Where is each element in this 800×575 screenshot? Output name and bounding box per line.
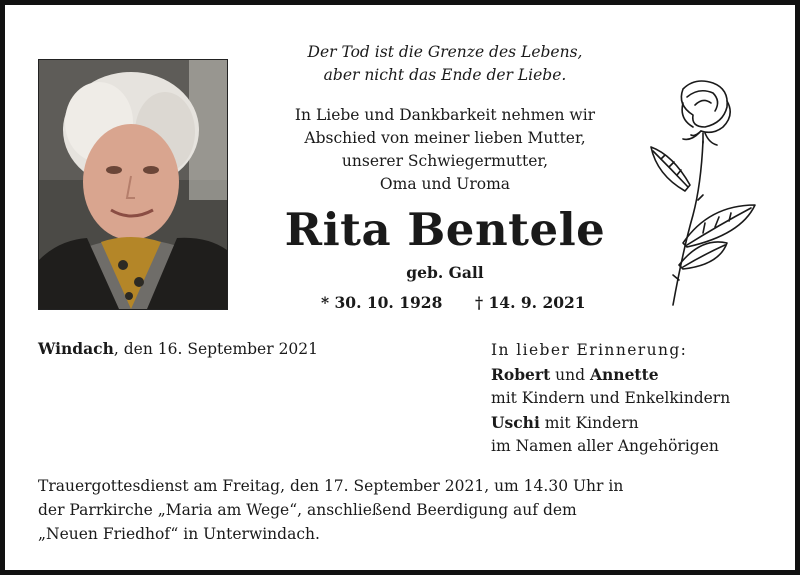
birth-date: * 30. 10. 1928: [321, 293, 443, 312]
family-line-text: mit Kindern: [539, 413, 639, 432]
family-connector: und: [550, 365, 590, 384]
intro-line: Oma und Uroma: [379, 175, 511, 193]
intro-line: unserer Schwiegermutter,: [341, 152, 549, 170]
intro-text: [245, 104, 645, 196]
motto-line: aber nicht das Ende der Liebe.: [323, 66, 567, 84]
place-date-text: , den 16. September 2021: [113, 340, 319, 358]
family-line: [491, 411, 730, 436]
family-line: mit Kindern und Enkelkindern: [491, 389, 731, 407]
death-date: † 14. 9. 2021: [475, 293, 586, 312]
family-line: im Namen aller Angehörigen: [491, 437, 719, 455]
motto-line: Der Tod ist die Grenze des Lebens,: [307, 43, 583, 61]
family-heading: In lieber Erinnerung:: [491, 341, 688, 359]
motto: [245, 41, 645, 87]
family-line: [491, 363, 730, 388]
service-line: der Parrkirche „Maria am Wege“, anschließend Beerdigung auf dem: [38, 501, 577, 519]
town-name: Windach: [38, 339, 114, 358]
birth-name: geb. Gall: [406, 263, 484, 282]
place-date: [38, 339, 318, 358]
intro-line: In Liebe und Dankbarkeit nehmen wir: [294, 106, 596, 124]
funeral-service-info: [38, 474, 738, 546]
service-line: „Neuen Friedhof“ in Unterwindach.: [38, 525, 320, 543]
service-line: Trauergottesdienst am Freitag, den 17. September 2021, um 14.30 Uhr in: [38, 477, 624, 495]
family-member-name: Annette: [590, 364, 659, 384]
family-signature: [491, 339, 730, 459]
portrait-photo: [38, 59, 228, 310]
family-member-name: Robert: [491, 364, 551, 384]
family-member-name: Uschi: [491, 412, 540, 432]
intro-line: Abschied von meiner lieben Mutter,: [304, 129, 586, 147]
rose-icon: [643, 75, 763, 314]
deceased-name: Rita Bentele: [284, 203, 606, 256]
